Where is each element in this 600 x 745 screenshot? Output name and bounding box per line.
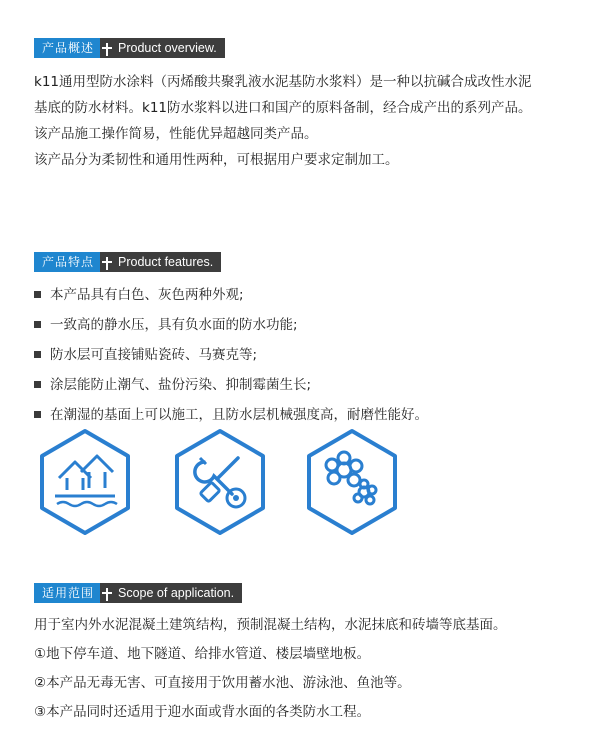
plus-icon — [100, 583, 114, 603]
overview-title-en: Product overview. — [118, 41, 217, 55]
waterproof-arrow-icon — [37, 428, 133, 536]
overview-line: 该产品施工操作简易，性能优异超越同类产品。 — [34, 126, 318, 142]
features-title-cn: 产品特点 — [34, 252, 100, 272]
application-header — [34, 583, 242, 603]
feature-icons-row — [0, 428, 600, 538]
plus-icon — [100, 38, 114, 58]
features-list — [34, 280, 574, 430]
features-header — [34, 252, 221, 272]
overview-text — [34, 69, 579, 173]
application-title-en: Scope of application. — [118, 586, 235, 600]
overview-title-cn: 产品概述 — [34, 38, 100, 58]
list-item: 防水层可直接铺贴瓷砖、马赛克等; — [34, 340, 574, 370]
overview-line: 基底的防水材料。k11防水浆料以进口和国产的原料备制，经合成产出的系列产品。 — [34, 100, 532, 116]
application-title-cn: 适用范围 — [34, 583, 100, 603]
list-item: 一致高的静水压，具有负水面的防水功能; — [34, 310, 574, 340]
list-item: ①地下停车道、地下隧道、给排水管道、楼层墙壁地板。 — [34, 646, 371, 662]
overview-line: k11通用型防水涂料（丙烯酸共聚乳液水泥基防水浆料）是一种以抗碱合成改性水泥 — [34, 74, 532, 90]
application-list — [34, 611, 584, 727]
list-item: 本产品具有白色、灰色两种外观; — [34, 280, 574, 310]
list-item: ③本产品同时还适用于迎水面或背水面的各类防水工程。 — [34, 704, 371, 720]
overview-line: 该产品分为柔韧性和通用性两种，可根据用户要求定制加工。 — [34, 152, 399, 168]
plus-icon — [100, 252, 114, 272]
features-title-en: Product features. — [118, 255, 214, 269]
tools-repair-icon — [172, 428, 268, 536]
list-item: 用于室内外水泥混凝土建筑结构，预制混凝土结构，水泥抹底和砖墙等底基面。 — [34, 617, 507, 633]
list-item: 在潮湿的基面上可以施工，且防水层机械强度高，耐磨性能好。 — [34, 400, 574, 430]
overview-header — [34, 38, 225, 58]
list-item: 涂层能防止潮气、盐份污染、抑制霉菌生长; — [34, 370, 574, 400]
mold-flower-icon — [304, 428, 400, 536]
list-item: ②本产品无毒无害、可直接用于饮用蓄水池、游泳池、鱼池等。 — [34, 675, 411, 691]
